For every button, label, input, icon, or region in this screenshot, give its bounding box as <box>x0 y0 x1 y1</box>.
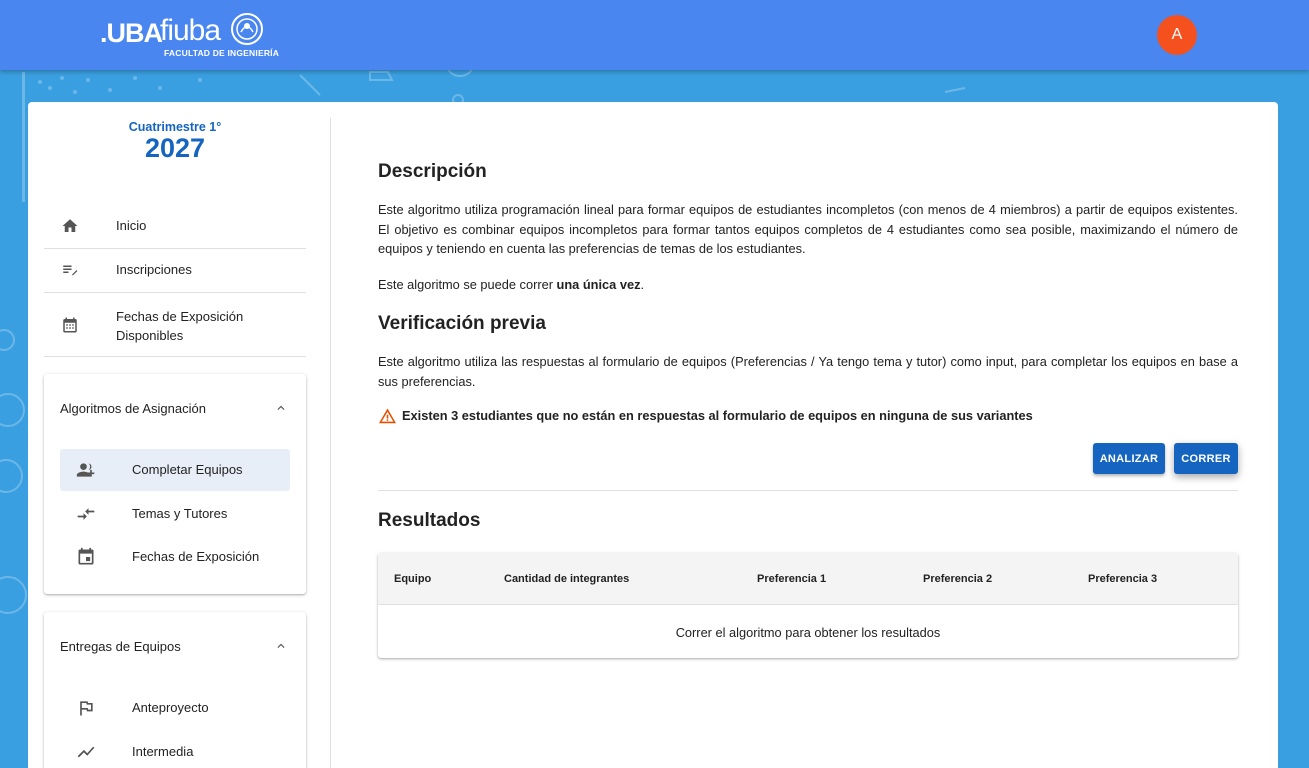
chevron-up-icon[interactable] <box>274 401 288 415</box>
home-icon <box>60 216 80 236</box>
sidebar-item-inscripciones[interactable] <box>44 252 306 288</box>
analyze-button[interactable]: ANALIZAR <box>1093 443 1165 474</box>
sidebar-item-label: Fechas de Exposición Disponibles <box>116 309 244 343</box>
divider <box>44 356 306 357</box>
term-year: 2027 <box>144 133 206 163</box>
run-once-text <box>378 275 1238 295</box>
description-title: Descripción <box>378 161 487 182</box>
panel-algoritmos-asignacion <box>44 374 306 594</box>
sidebar-item-label: Intermedia <box>132 744 194 759</box>
sidebar-item-completar-equipos[interactable] <box>60 449 290 491</box>
column-header-preferencia-3[interactable]: Preferencia 3 <box>1088 573 1158 585</box>
column-header-equipo[interactable]: Equipo <box>394 573 432 585</box>
sidebar <box>28 102 330 768</box>
sidebar-item-fechas-exposicion[interactable] <box>60 536 290 578</box>
trend-icon <box>76 742 96 762</box>
event-icon <box>76 547 96 567</box>
term-label: Cuatrimestre 1° <box>128 120 222 134</box>
column-header-cantidad[interactable]: Cantidad de integrantes <box>504 573 630 585</box>
sidebar-item-label: Anteproyecto <box>132 700 209 715</box>
fiuba-seal-icon <box>230 12 264 46</box>
section-divider <box>378 490 1238 491</box>
calendar-icon <box>60 315 80 335</box>
warning-text: Existen 3 estudiantes que no están en respuestas al formulario de equipos en ninguna de sus variantes <box>402 408 1033 423</box>
sidebar-item-intermedia[interactable] <box>60 731 290 768</box>
logo-fiuba-text: fiuba <box>160 14 221 47</box>
panel-header-entregas[interactable]: Entregas de Equipos <box>60 639 181 654</box>
column-header-preferencia-1[interactable]: Preferencia 1 <box>757 573 827 585</box>
table-empty-message: Correr el algoritmo para obtener los resultados <box>675 625 941 640</box>
group-add-icon <box>76 460 96 480</box>
divider <box>44 292 306 293</box>
sidebar-item-label: Inicio <box>116 218 147 233</box>
sidebar-item-label: Temas y Tutores <box>132 506 228 521</box>
user-avatar[interactable]: A <box>1157 15 1197 55</box>
run-button[interactable]: CORRER <box>1174 443 1238 474</box>
edit-list-icon <box>60 260 80 280</box>
warning-message <box>378 407 1033 424</box>
warning-icon <box>378 407 397 424</box>
verification-title: Verificación previa <box>378 313 546 334</box>
logo-faculty-text: FACULTAD DE INGENIERÍA <box>164 48 280 58</box>
sidebar-divider <box>330 118 331 768</box>
run-once-suffix: . <box>640 277 645 292</box>
chevron-up-icon[interactable] <box>274 639 288 653</box>
fiuba-logo[interactable] <box>100 12 280 60</box>
sidebar-item-anteproyecto[interactable] <box>60 687 290 729</box>
panel-entregas-equipos <box>44 612 306 768</box>
sidebar-item-temas-tutores[interactable] <box>60 493 290 535</box>
compare-arrows-icon <box>76 504 96 524</box>
sidebar-item-label: Fechas de Exposición <box>132 549 260 564</box>
main-card <box>28 102 1278 768</box>
column-header-preferencia-2[interactable]: Preferencia 2 <box>923 573 993 585</box>
divider <box>44 248 306 249</box>
run-once-bold: una única vez <box>556 277 641 292</box>
description-text: Este algoritmo utiliza programación lineal para formar equipos de estudiantes incompletos (con menos de 4 miembros) a partir de equipos existentes. El objetivo es combinar equipos incompletos para formar tantos equipos completos de 4 estudiantes como sea posible, maximizando el número de equipos y teniendo en cuenta las preferencias de temas de los estudiantes. <box>378 202 1238 256</box>
sidebar-item-label: Completar Equipos <box>132 462 243 477</box>
sidebar-item-inicio[interactable] <box>44 208 306 244</box>
verification-text: Este algoritmo utiliza las respuestas al formulario de equipos (Preferencias / Ya tengo tema y tutor) como input, para completar los equipos en base a sus preferencias. <box>378 354 1238 389</box>
panel-header-algoritmos[interactable]: Algoritmos de Asignación <box>60 401 206 416</box>
sidebar-item-label: Inscripciones <box>116 262 192 277</box>
table-header <box>378 553 1238 605</box>
results-table <box>378 553 1238 658</box>
run-once-prefix: Este algoritmo se puede correr <box>378 277 557 292</box>
sidebar-item-fechas-exposicion-disponibles[interactable] <box>44 298 306 346</box>
flag-icon <box>76 698 96 718</box>
logo-uba-text: .UBA <box>100 18 162 48</box>
results-title: Resultados <box>378 510 481 531</box>
top-app-bar <box>0 0 1309 70</box>
